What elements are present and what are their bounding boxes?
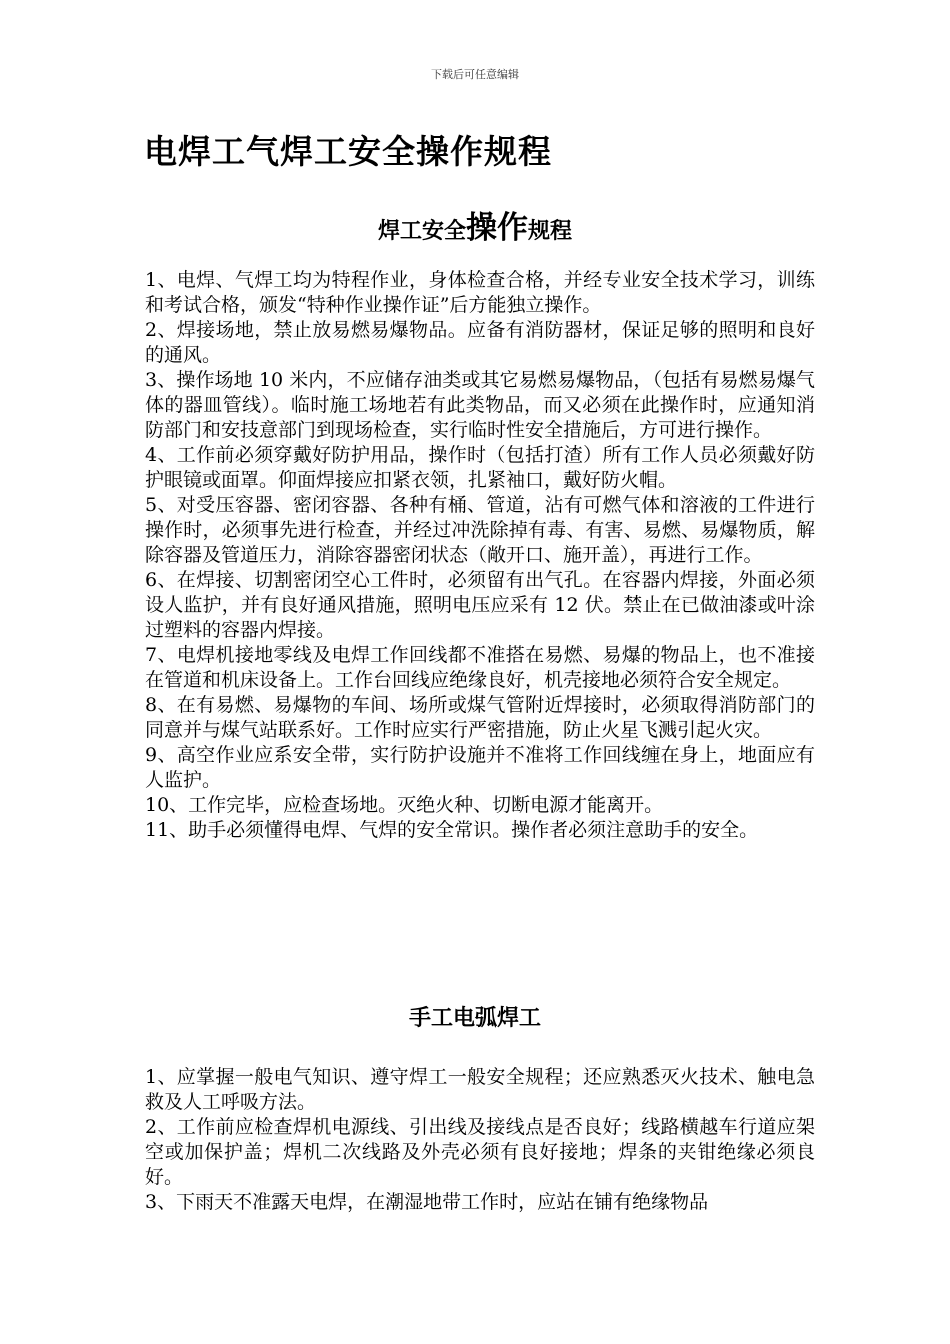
rule-item: 9、高空作业应系安全带，实行防护设施并不准将工作回线缠在身上，地面应有人监护。	[145, 744, 815, 791]
rule-item: 5、对受压容器、密闭容器、各种有桶、管道，沾有可燃气体和溶液的工件进行操作时，必须事先进行检查，并经过冲洗除掉有毒、有害、易燃、易爆物质，解除容器及管道压力，消除容器密闭状态（敞开口、施开盖），再进行工作。	[145, 494, 815, 566]
section-heading-part2: 操作	[466, 210, 528, 246]
welder-safety-rules-list	[145, 268, 815, 843]
rule-item: 11、助手必须懂得电焊、气焊的安全常识。操作者必须注意助手的安全。	[145, 819, 759, 841]
manual-arc-welder-rules-list	[145, 1065, 815, 1215]
section-heading-welder-safety	[0, 202, 950, 247]
rule-item: 3、操作场地 10 米内，不应储存油类或其它易燃易爆物品，（包括有易燃易爆气体的器皿管线）。临时施工场地若有此类物品，而又必须在此操作时，应通知消防部门和安技意部门到现场检查，实行临时性安全措施后，方可进行操作。	[145, 369, 815, 441]
section-heading-part3: 规程	[528, 219, 573, 244]
document-title: 电焊工气焊工安全操作规程	[144, 132, 552, 171]
rule-item: 2、工作前应检查焊机电源线、引出线及接线点是否良好；线路横越车行道应架空或加保护盖；焊机二次线路及外壳必须有良好接地；焊条的夹钳绝缘必须良好。	[145, 1116, 815, 1188]
rule-item: 1、电焊、气焊工均为特程作业，身体检查合格，并经专业安全技术学习，训练和考试合格，颁发“特种作业操作证”后方能独立操作。	[145, 269, 815, 316]
page-header-note: 下载后可任意编辑	[431, 68, 519, 81]
rule-item: 7、电焊机接地零线及电焊工作回线都不准搭在易燃、易爆的物品上，也不准接在管道和机床设备上。工作台回线应绝缘良好，机壳接地必须符合安全规定。	[145, 644, 815, 691]
section-heading-part1: 焊工安全	[377, 219, 466, 244]
rule-item: 2、焊接场地，禁止放易燃易爆物品。应备有消防器材，保证足够的照明和良好的通风。	[145, 319, 815, 366]
rule-item: 10、工作完毕，应检查场地。灭绝火种、切断电源才能离开。	[145, 794, 664, 816]
rule-item: 4、工作前必须穿戴好防护用品，操作时（包括打渣）所有工作人员必须戴好防护眼镜或面罩。仰面焊接应扣紧衣领，扎紧袖口，戴好防火帽。	[145, 444, 815, 491]
rule-item: 8、在有易燃、易爆物的车间、场所或煤气管附近焊接时，必须取得消防部门的同意并与煤气站联系好。工作时应实行严密措施，防止火星飞溅引起火灾。	[145, 694, 815, 741]
rule-item: 6、在焊接、切割密闭空心工件时，必须留有出气孔。在容器内焊接，外面必须设人监护，并有良好通风措施，照明电压应采有 12 伏。禁止在已做油漆或叶涂过塑料的容器内焊接。	[145, 569, 815, 641]
section-heading-manual-arc-welder: 手工电弧焊工	[408, 1006, 541, 1031]
rule-item: 1、应掌握一般电气知识、遵守焊工一般安全规程；还应熟悉灭火技术、触电急救及人工呼吸方法。	[145, 1066, 815, 1113]
rule-item: 3、下雨天不准露天电焊，在潮湿地带工作时，应站在铺有绝缘物品	[145, 1191, 709, 1213]
